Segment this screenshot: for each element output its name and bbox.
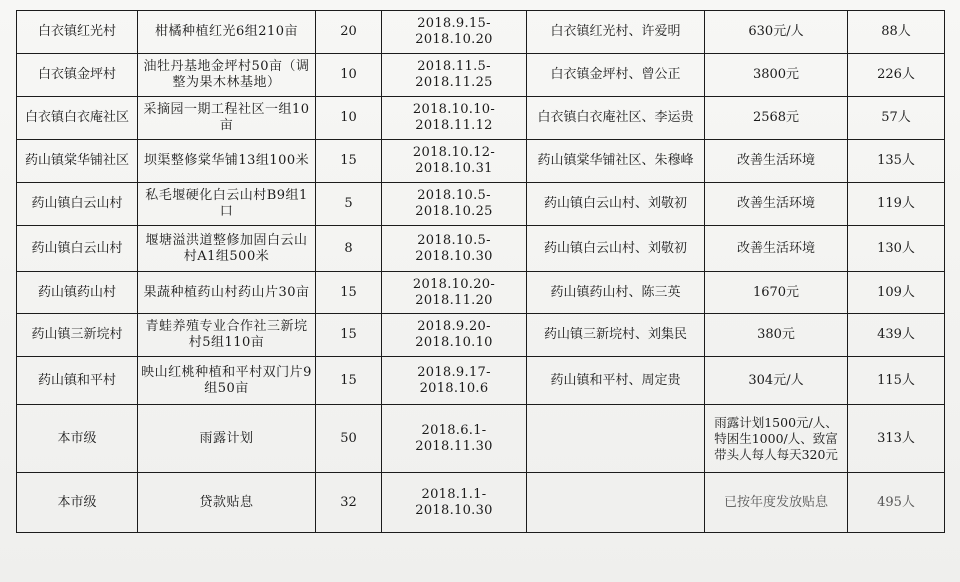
village-cell: 药山镇棠华铺社区 — [17, 140, 138, 183]
project-cell: 坝渠整修棠华铺13组100米 — [138, 140, 316, 183]
standard-cell: 已按年度发放贴息 — [705, 473, 848, 533]
amount-cell: 32 — [316, 473, 382, 533]
amount-cell: 10 — [316, 97, 382, 140]
project-cell: 油牡丹基地金坪村50亩（调整为果木林基地） — [138, 54, 316, 97]
count-cell: 115人 — [848, 357, 945, 405]
standard-cell: 改善生活环境 — [705, 140, 848, 183]
amount-cell: 15 — [316, 272, 382, 314]
responsible-cell: 药山镇三新垸村、刘集民 — [527, 314, 705, 357]
village-cell: 药山镇和平村 — [17, 357, 138, 405]
village-cell: 白衣镇红光村 — [17, 11, 138, 54]
village-cell: 药山镇白云山村 — [17, 226, 138, 272]
standard-cell: 3800元 — [705, 54, 848, 97]
standard-cell: 改善生活环境 — [705, 183, 848, 226]
period-cell: 2018.1.1-2018.10.30 — [382, 473, 527, 533]
table-row — [17, 405, 945, 473]
count-cell: 226人 — [848, 54, 945, 97]
project-cell: 果蔬种植药山村药山片30亩 — [138, 272, 316, 314]
count-cell: 88人 — [848, 11, 945, 54]
period-cell: 2018.10.12-2018.10.31 — [382, 140, 527, 183]
village-cell: 白衣镇白衣庵社区 — [17, 97, 138, 140]
standard-cell: 1670元 — [705, 272, 848, 314]
responsible-cell: 白衣镇白衣庵社区、李运贵 — [527, 97, 705, 140]
period-cell: 2018.9.20-2018.10.10 — [382, 314, 527, 357]
village-cell: 药山镇药山村 — [17, 272, 138, 314]
responsible-cell: 药山镇和平村、周定贵 — [527, 357, 705, 405]
project-cell: 柑橘种植红光6组210亩 — [138, 11, 316, 54]
table-row — [17, 357, 945, 405]
standard-cell: 雨露计划1500元/人、特困生1000/人、致富带头人每人每天320元 — [705, 405, 848, 473]
table-row — [17, 54, 945, 97]
standard-cell: 2568元 — [705, 97, 848, 140]
count-cell: 495人 — [848, 473, 945, 533]
period-cell: 2018.10.20-2018.11.20 — [382, 272, 527, 314]
project-cell: 青蛙养殖专业合作社三新垸村5组110亩 — [138, 314, 316, 357]
responsible-cell: 药山镇药山村、陈三英 — [527, 272, 705, 314]
period-cell: 2018.9.15-2018.10.20 — [382, 11, 527, 54]
amount-cell: 10 — [316, 54, 382, 97]
amount-cell: 15 — [316, 140, 382, 183]
count-cell: 57人 — [848, 97, 945, 140]
table-row — [17, 272, 945, 314]
table-row — [17, 11, 945, 54]
responsible-cell: 白衣镇红光村、许爱明 — [527, 11, 705, 54]
project-cell: 雨露计划 — [138, 405, 316, 473]
amount-cell: 50 — [316, 405, 382, 473]
amount-cell: 15 — [316, 357, 382, 405]
standard-cell: 630元/人 — [705, 11, 848, 54]
project-table — [16, 10, 945, 533]
standard-cell: 380元 — [705, 314, 848, 357]
responsible-cell — [527, 405, 705, 473]
table-row — [17, 473, 945, 533]
responsible-cell: 药山镇白云山村、刘敬初 — [527, 226, 705, 272]
period-cell: 2018.9.17-2018.10.6 — [382, 357, 527, 405]
table-row — [17, 183, 945, 226]
village-cell: 白衣镇金坪村 — [17, 54, 138, 97]
count-cell: 109人 — [848, 272, 945, 314]
amount-cell: 5 — [316, 183, 382, 226]
table-row — [17, 140, 945, 183]
village-cell: 本市级 — [17, 405, 138, 473]
village-cell: 本市级 — [17, 473, 138, 533]
standard-cell: 304元/人 — [705, 357, 848, 405]
count-cell: 119人 — [848, 183, 945, 226]
standard-cell: 改善生活环境 — [705, 226, 848, 272]
period-cell: 2018.10.10-2018.11.12 — [382, 97, 527, 140]
village-cell: 药山镇三新垸村 — [17, 314, 138, 357]
responsible-cell: 药山镇白云山村、刘敬初 — [527, 183, 705, 226]
count-cell: 130人 — [848, 226, 945, 272]
responsible-cell: 药山镇棠华铺社区、朱穆峰 — [527, 140, 705, 183]
count-cell: 439人 — [848, 314, 945, 357]
table-row — [17, 314, 945, 357]
period-cell: 2018.10.5-2018.10.30 — [382, 226, 527, 272]
period-cell: 2018.6.1-2018.11.30 — [382, 405, 527, 473]
count-cell: 313人 — [848, 405, 945, 473]
project-cell: 映山红桃种植和平村双门片9组50亩 — [138, 357, 316, 405]
count-cell: 135人 — [848, 140, 945, 183]
amount-cell: 15 — [316, 314, 382, 357]
project-cell: 贷款贴息 — [138, 473, 316, 533]
project-cell: 采摘园一期工程社区一组10亩 — [138, 97, 316, 140]
responsible-cell — [527, 473, 705, 533]
responsible-cell: 白衣镇金坪村、曾公正 — [527, 54, 705, 97]
period-cell: 2018.11.5-2018.11.25 — [382, 54, 527, 97]
village-cell: 药山镇白云山村 — [17, 183, 138, 226]
table-row — [17, 226, 945, 272]
project-cell: 私毛堰硬化白云山村B9组1口 — [138, 183, 316, 226]
project-cell: 堰塘溢洪道整修加固白云山村A1组500米 — [138, 226, 316, 272]
amount-cell: 20 — [316, 11, 382, 54]
period-cell: 2018.10.5-2018.10.25 — [382, 183, 527, 226]
table-row — [17, 97, 945, 140]
amount-cell: 8 — [316, 226, 382, 272]
